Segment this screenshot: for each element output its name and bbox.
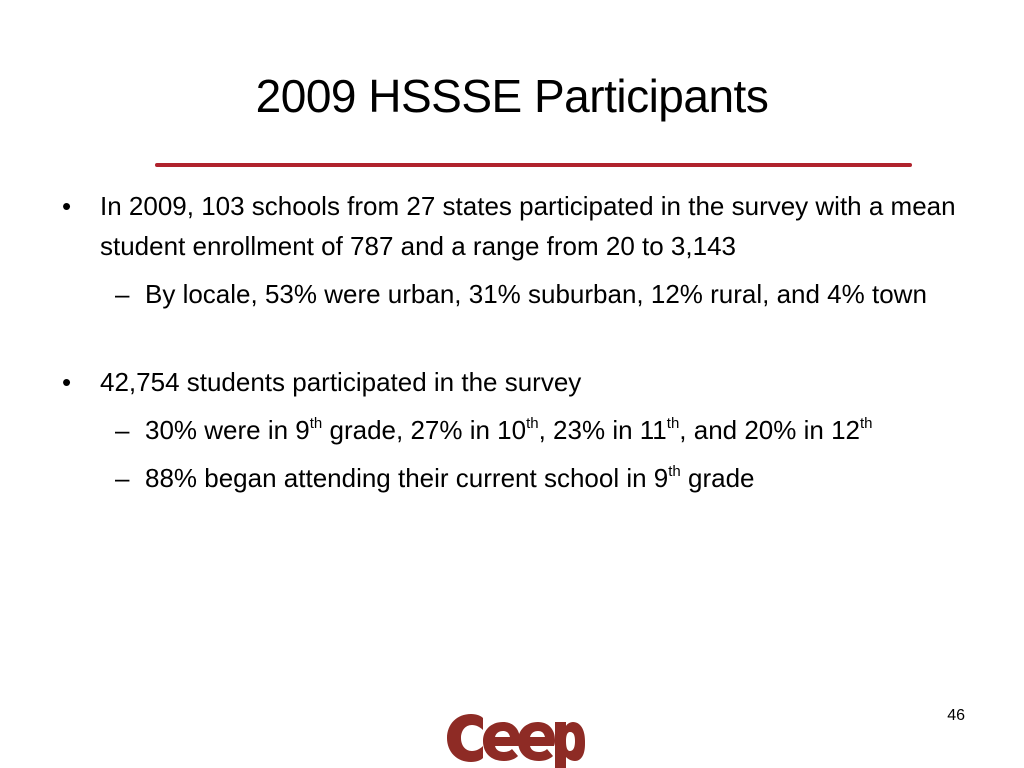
superscript: th xyxy=(309,415,323,432)
text-run: , and 20% in 12 xyxy=(679,415,860,445)
bullet-item-2 xyxy=(60,362,965,402)
text-run: 88% began attending their current school in 9 xyxy=(145,463,669,493)
superscript: th xyxy=(668,463,681,480)
sub-item-2-1-text xyxy=(145,415,873,445)
superscript: th xyxy=(526,415,539,432)
title-underline xyxy=(155,163,912,167)
slide-title: 2009 HSSSE Participants xyxy=(255,70,769,122)
text-run: grade, 27% in 10 xyxy=(322,415,527,445)
text-run: , 23% in 11 xyxy=(538,415,667,445)
ceep-logo-letters xyxy=(447,714,585,768)
spacer xyxy=(60,314,965,362)
sub-item-1-1 xyxy=(60,274,965,314)
sub-item-2-2-text xyxy=(145,463,755,493)
page-number: 46 xyxy=(947,707,965,724)
superscript: th xyxy=(860,415,873,432)
sub-item-1-1-text: By locale, 53% were urban, 31% suburban, 12% rural, and 4% town xyxy=(145,279,927,309)
dash-icon: – xyxy=(115,415,130,445)
bullet-item-1 xyxy=(60,186,965,266)
slide-content xyxy=(60,186,965,498)
bullet-item-2-text: 42,754 students participated in the survey xyxy=(100,367,582,397)
dash-icon: – xyxy=(115,279,130,309)
text-run: grade xyxy=(680,463,755,493)
ceep-logo xyxy=(445,708,585,768)
bullet-icon: • xyxy=(62,367,72,397)
sub-item-2-1 xyxy=(60,410,965,450)
bullet-icon: • xyxy=(62,191,72,221)
bullet-item-1-text: In 2009, 103 schools from 27 states participated in the survey with a mean student enrollment of 787 and a range from 20 to 3,143 xyxy=(100,191,956,261)
dash-icon: – xyxy=(115,463,130,493)
text-run: 30% were in 9 xyxy=(145,415,310,445)
sub-item-2-2 xyxy=(60,458,965,498)
superscript: th xyxy=(666,415,680,432)
